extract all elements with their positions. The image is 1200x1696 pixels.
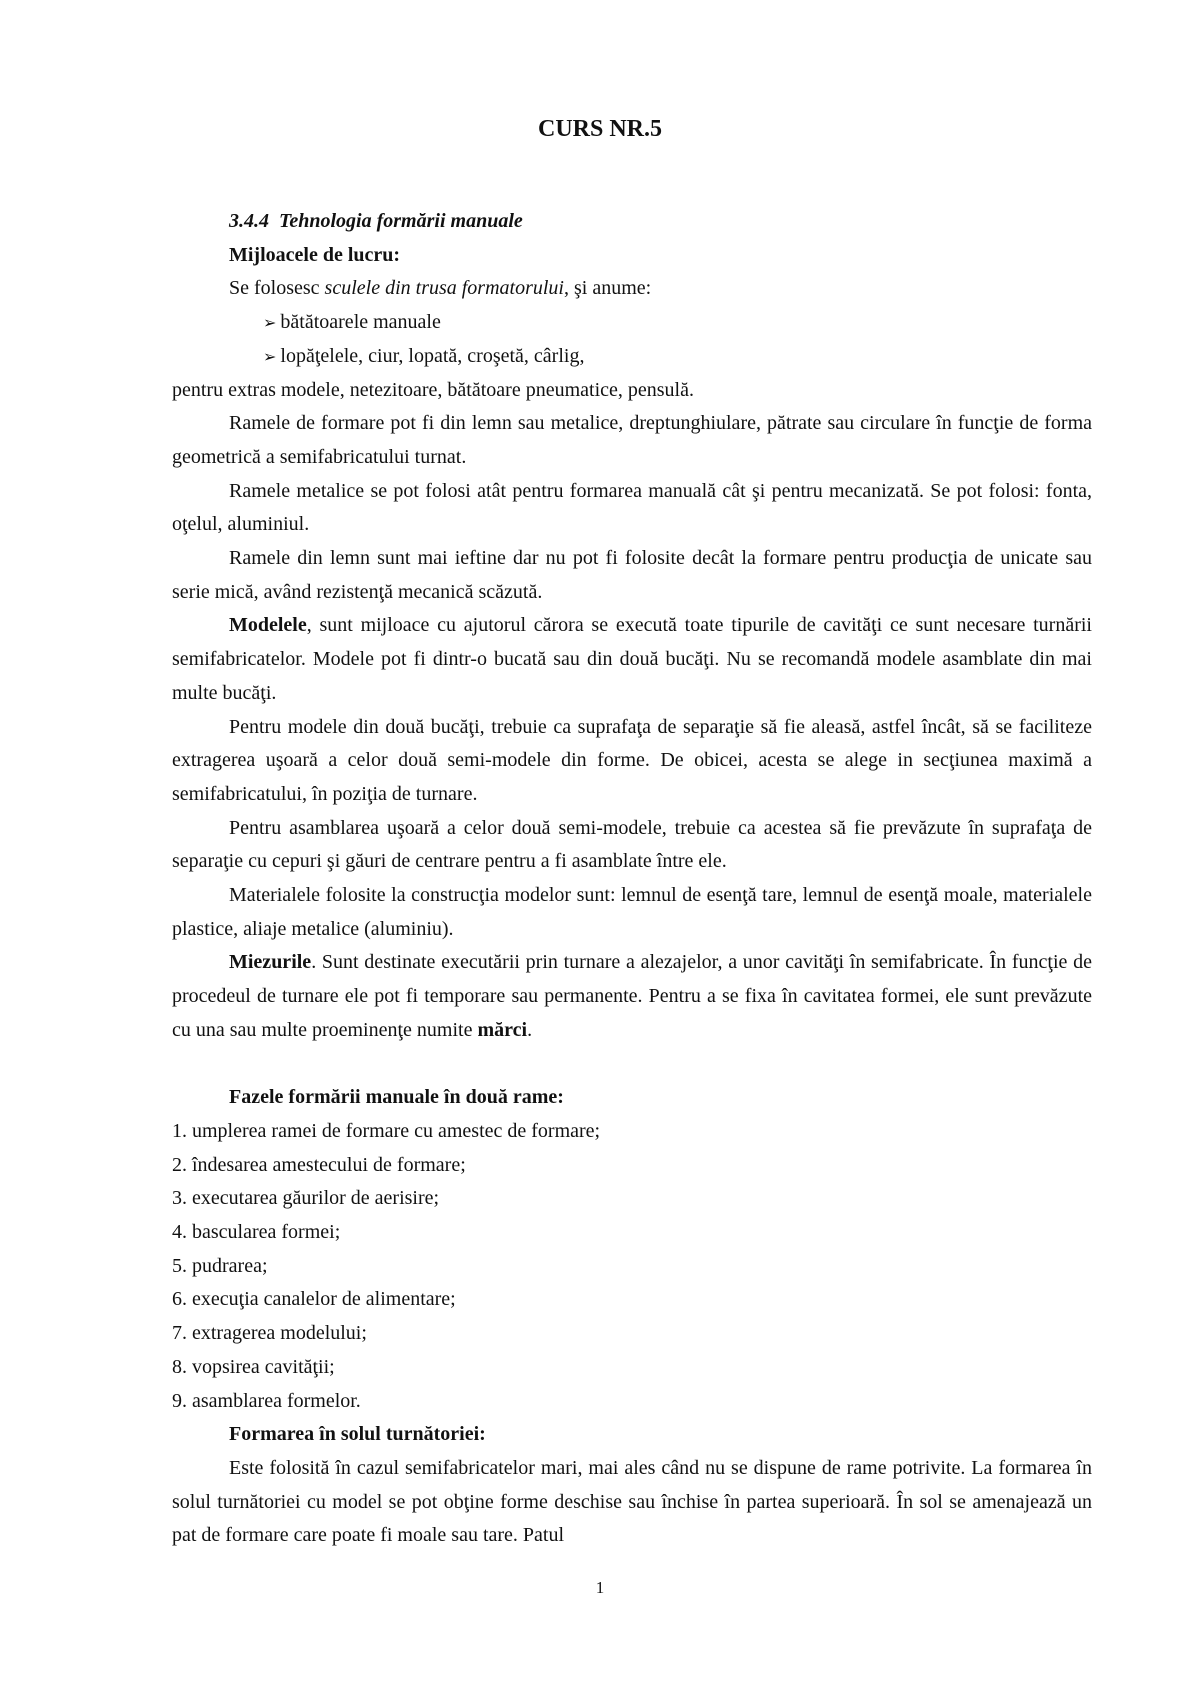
page-title: CURS NR.5 [537, 116, 662, 142]
bullet-item [172, 306, 1092, 340]
section-number: 3.4.4 [229, 210, 269, 232]
phase-item: 3. executarea găurilor de aerisire; [172, 1187, 440, 1210]
spacer [172, 1048, 1092, 1082]
paragraph-modelele [172, 609, 1092, 710]
modelele-text: , sunt mijloace cu ajutorul cărora se execută toate tipurile de cavităţi ce sunt necesare turnării semifabricatelor. Modele pot fi dintr-o bucată sau din două bucăţi. Nu se recomandă modele asamblate din mai multe bucăţi. [172, 614, 1092, 704]
marci-term: mărci [477, 1018, 528, 1041]
paragraph-miezurile [172, 946, 1092, 1047]
section-heading [172, 205, 1092, 239]
miezurile-term: Miezurile [229, 951, 312, 974]
arrow-bullet-icon: ➢ [263, 313, 277, 333]
phase-item: 4. bascularea formei; [172, 1221, 341, 1244]
tools-intro-italic: sculele din trusa formatorului [324, 277, 564, 300]
paragraph-lemn: Ramele din lemn sunt mai ieftine dar nu pot fi folosite decât la formare pentru producţia de unicate sau serie mică, având rezistenţă mecanică scăzută. [172, 547, 1092, 603]
section-title: Tehnologia formării manuale [279, 210, 523, 232]
paragraph-materiale: Materialele folosite la construcţia modelor sunt: lemnul de esenţă tare, lemnul de esenţă moale, materialele plastice, aliaje metalice (aluminiu). [172, 884, 1092, 940]
phase-item: 7. extragerea modelului; [172, 1322, 367, 1345]
paragraph-ramele: Ramele de formare pot fi din lemn sau metalice, dreptunghiulare, pătrate sau circulare în funcţie de forma geometrică a semifabricatului turnat. [172, 412, 1092, 468]
sol-heading: Formarea în solul turnătoriei: [229, 1423, 486, 1446]
tools-intro-text: Se folosesc [229, 277, 325, 300]
paragraph-sol: Este folosită în cazul semifabricatelor mari, mai ales când nu se dispune de rame potrivite. La formarea în solul turnătoriei cu model se pot obţine forme deschise sau închise în partea superioară. În sol se amenajează un pat de formare care poate fi moale sau tare. Patul [172, 1457, 1092, 1547]
phase-item: 1. umplerea ramei de formare cu amestec de formare; [172, 1119, 601, 1142]
miezurile-text: . Sunt destinate executării prin turnare a alezajelor, a unor cavităţi în semifabricate. În funcţie de procedeul de turnare ele pot fi temporare sau permanente. Pentru a se fixa în cavitatea formei, ele sunt prevăzute cu una sau multe proeminenţe numite [172, 951, 1092, 1041]
paragraph-asamblare: Pentru asamblarea uşoară a celor două semi-modele, trebuie ca acestea să fie prevăzute în suprafaţa de separaţie cu cepuri şi găuri de centrare pentru a fi asamblate între ele. [172, 816, 1092, 873]
arrow-bullet-icon: ➢ [263, 346, 277, 366]
paragraph-metalice: Ramele metalice se pot folosi atât pentru formarea manuală cât şi pentru mecanizată. Se pot folosi: fonta, oţelul, aluminiul. [172, 479, 1092, 536]
tools-intro [172, 272, 1092, 306]
modelele-term: Modelele [229, 614, 307, 637]
miezurile-end: . [527, 1018, 533, 1041]
phase-item: 8. vopsirea cavităţii; [172, 1355, 335, 1378]
phase-item: 2. îndesarea amestecului de formare; [172, 1153, 466, 1176]
tools-intro-after: , şi anume: [564, 277, 652, 300]
phases-heading: Fazele formării manuale în două rame: [229, 1086, 564, 1109]
paragraph-doua-bucati: Pentru modele din două bucăţi, trebuie ca suprafaţa de separaţie să fie aleasă, astfel încât, să se faciliteze extragerea uşoară a celor două semi-modele din forme. De obicei, acesta se alege in secţiunea maximă a semifabricatului, în poziţia de turnare. [172, 715, 1092, 805]
tools-continuation: pentru extras modele, netezitoare, bătătoare pneumatice, pensulă. [172, 378, 694, 401]
page-number: 1 [595, 1578, 605, 1597]
bullet-text: lopăţelele, ciur, lopată, croşetă, cârlig, [280, 344, 585, 367]
phase-item: 5. pudrarea; [172, 1254, 268, 1277]
phase-item: 6. execuţia canalelor de alimentare; [172, 1288, 456, 1311]
document-body [172, 205, 1092, 1553]
tools-heading: Mijloacele de lucru: [229, 243, 401, 266]
bullet-text: bătătoarele manuale [280, 311, 441, 334]
phase-item: 9. asamblarea formelor. [172, 1389, 361, 1412]
bullet-item [172, 340, 1092, 374]
